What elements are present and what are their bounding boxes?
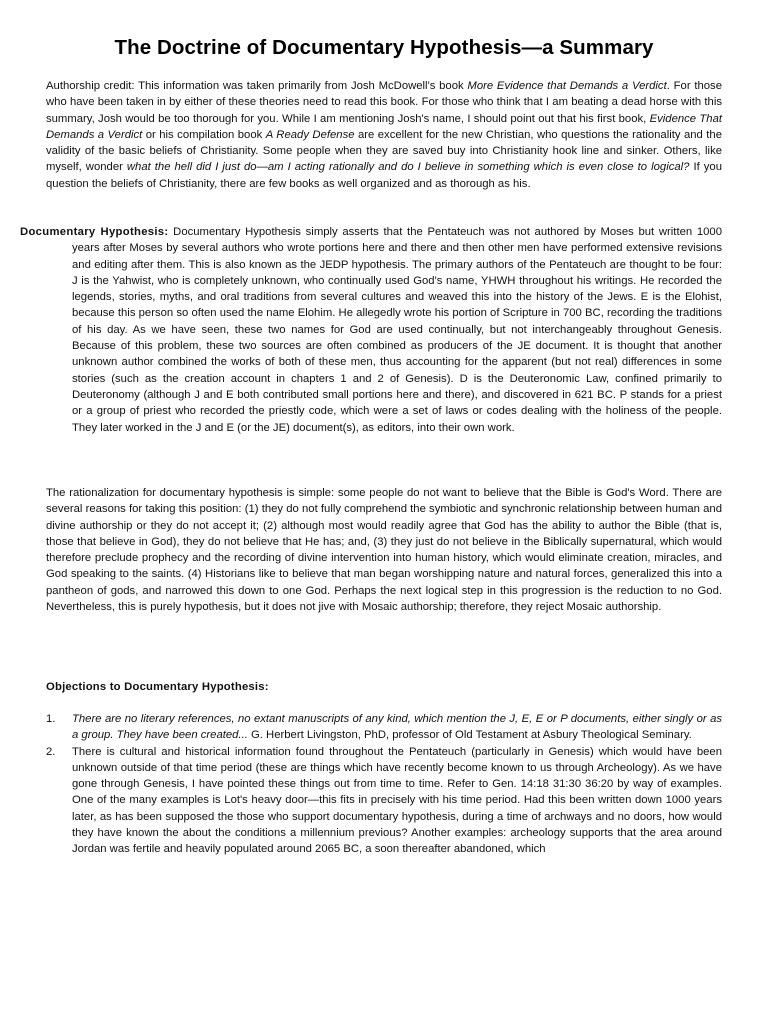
list-item-body: G. Herbert Livingston, PhD, professor of Old Testament at Asbury Theological Seminary. [247,729,692,742]
documentary-hypothesis-text: Documentary Hypothesis simply asserts that the Pentateuch was not authored by Moses but written 1000 years after Moses by several authors who wrote portions here and there and then other men have performed extensive revisions and editing after them. This is also known as the JEDP hypothesis. The primary authors of the Pentateuch are thought to be four: J is the Yahwist, who is completely unknown, who continually used God's name, YHWH throughout his writings. He recorded the legends, stories, myths, and oral traditions from several cultures and weaved this into the history of the Jews. E is the Elohist, because this person so often used the name Elohim. He allegedly wrote his portion of Scripture in 700 BC, recording the traditions of his day. As we have seen, these two names for God are used continually, but not interchangeably throughout Genesis. Because of this problem, these two sources are often combined as producers of the JE document. It is thought that another unknown author combined the works of both of these men, thus accounting for the apparent (but not real) differences in some stories (such as the creation account in chapters 1 and 2 of Genesis). D is the Deuteronomic Law, confined primarily to Deuteronomy (although J and E both contributed small portions here and there), and discovered in 621 BC. P stands for a priest or a group of priest who recorded the priestly code, which were a set of laws or codes dealing with the holiness of the people. They later worked in the J and E (or the JE) document(s), as editors, into their own work. [72,226,722,434]
intro-quote: what the hell did I just do—am I acting rationally and do I believe in something which is even close to logical? [126,161,690,174]
page-title: The Doctrine of Documentary Hypothesis—a Summary [114,36,654,59]
documentary-hypothesis-label: Documentary Hypothesis: [20,226,169,238]
list-item-number: 2. [46,745,56,758]
list-item [46,744,722,858]
documentary-hypothesis-paragraph [20,224,722,436]
list-item-italic-quote: There are no literary references, no extant manuscripts of any kind, which mention the J, E, E or P documents, either singly or as a group. They have been created... [72,713,722,742]
intro-text-5: If you question the beliefs of Christianity, there are few books as well organized and as thorough as his. [46,161,722,190]
intro-text-4: are excellent for the new Christian, who questions the rationality and the validity of the basic beliefs of Christianity. Some people when they are saved buy into Christianity hook line and sinker. Others, like myself, wonder [46,128,722,174]
objections-list [46,711,722,858]
objections-heading: Objections to Documentary Hypothesis: [46,681,269,693]
list-item-text [72,744,722,858]
list-item-body: There is cultural and historical information found throughout the Pentateuch (particularly in Genesis) which would have been unknown outside of that time period (these are things which have recently become known to us through Archeology). As we have gone through Genesis, I have pointed these things out from time to time. Refer to Gen. 14:18 31:30 36:20 by way of examples. One of the many examples is Lot's heavy door—this fits in precisely with his time period. Had this been written down 1000 years later, as has been supposed the those who support documentary hypothesis, during a time of archways and no doors, how would they have known the about the conditions a millennium previous? Another examples: archeology supports that the area around Jordan was fertile and heavily populated around 2065 BC, a soon thereafter abandoned, which [72,745,722,856]
book-title-evidence-demands: Evidence That Demands a Verdict [46,112,723,141]
intro-text-2: . For those who have been taken in by either of these theories need to read this book. For those who think that I am beating a dead horse with this summary, Josh would be too thorough for you. While I am mentioning Josh's name, I should point out that his first book, [46,80,722,125]
rationalization-paragraph: The rationalization for documentary hypothesis is simple: some people do not want to believe that the Bible is God's Word. There are several reasons for taking this position: (1) they do not fully comprehend the symbiotic and synchronic relationship between human and divine authorship or they do not accept it; (2) although most would readily agree that God has the ability to author the Bible (that is, those that believe in God), they do not believe that He has; and, (3) they just do not believe in the Biblically supernatural, which would therefore preclude prophecy and the recording of divine intervention into human history, which would eliminate creation, miracles, and God speaking to the saints. (4) Historians like to believe that man began worshipping nature and natural forces, generalized this into a pantheon of gods, and narrowed this down to one God. Perhaps the next logical step in this progression is the reduction to no God. Nevertheless, this is purely hypothesis, but it does not jive with Mosaic authorship; therefore, they reject Mosaic authorship. [46,487,722,614]
book-title-ready-defense: A Ready Defense [265,128,355,141]
list-item-number: 1. [46,713,56,725]
intro-text-1: Authorship credit: This information was taken primarily from Josh McDowell's book [46,80,468,92]
list-item-text [72,711,722,744]
intro-text-3: or his compilation book [142,128,266,141]
book-title-more-evidence: More Evidence that Demands a Verdict [467,80,667,92]
list-item [46,711,722,744]
authorship-credit-paragraph [46,78,722,192]
